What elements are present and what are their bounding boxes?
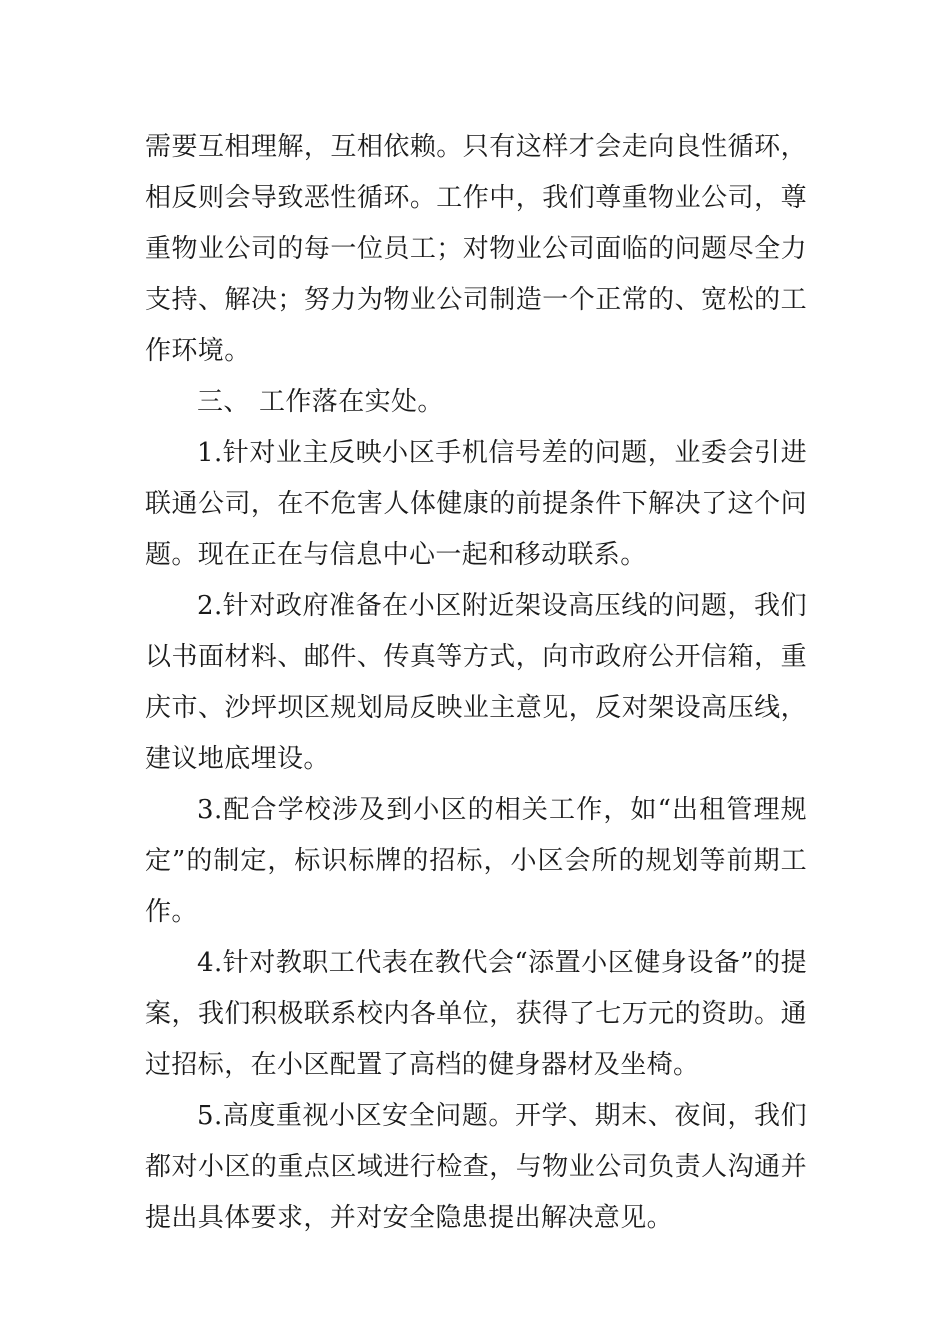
list-item-2: 2.针对政府准备在小区附近架设高压线的问题，我们以书面材料、邮件、传真等方式，向市政府公开信箱，重庆市、沙坪坝区规划局反映业主意见，反对架设高压线，建议地底埋设。 <box>145 591 807 774</box>
list-item-5: 5.高度重视小区安全问题。开学、期末、夜间，我们都对小区的重点区域进行检查，与物业公司负责人沟通并提出具体要求，并对安全隐患提出解决意见。 <box>145 1101 807 1233</box>
paragraph-continuation: 需要互相理解，互相依赖。只有这样才会走向良性循环，相反则会导致恶性循环。工作中，我们尊重物业公司，尊重物业公司的每一位员工；对物业公司面临的问题尽全力支持、解决；努力为物业公司制造一个正常的、宽松的工作环境。 <box>145 132 807 366</box>
list-item-3: 3.配合学校涉及到小区的相关工作，如“出租管理规定”的制定，标识标牌的招标，小区会所的规划等前期工作。 <box>145 795 807 927</box>
section-heading <box>145 377 807 428</box>
list-item-1: 1.针对业主反映小区手机信号差的问题，业委会引进联通公司，在不危害人体健康的前提条件下解决了这个问题。现在正在与信息中心一起和移动联系。 <box>145 438 807 570</box>
document-body <box>145 122 807 1244</box>
section-title: 工作落在实处。 <box>259 387 444 417</box>
list-item-4: 4.针对教职工代表在教代会“添置小区健身设备”的提案，我们积极联系校内各单位，获得了七万元的资助。通过招标，在小区配置了高档的健身器材及坐椅。 <box>145 948 807 1080</box>
section-number: 三、 <box>197 387 250 417</box>
